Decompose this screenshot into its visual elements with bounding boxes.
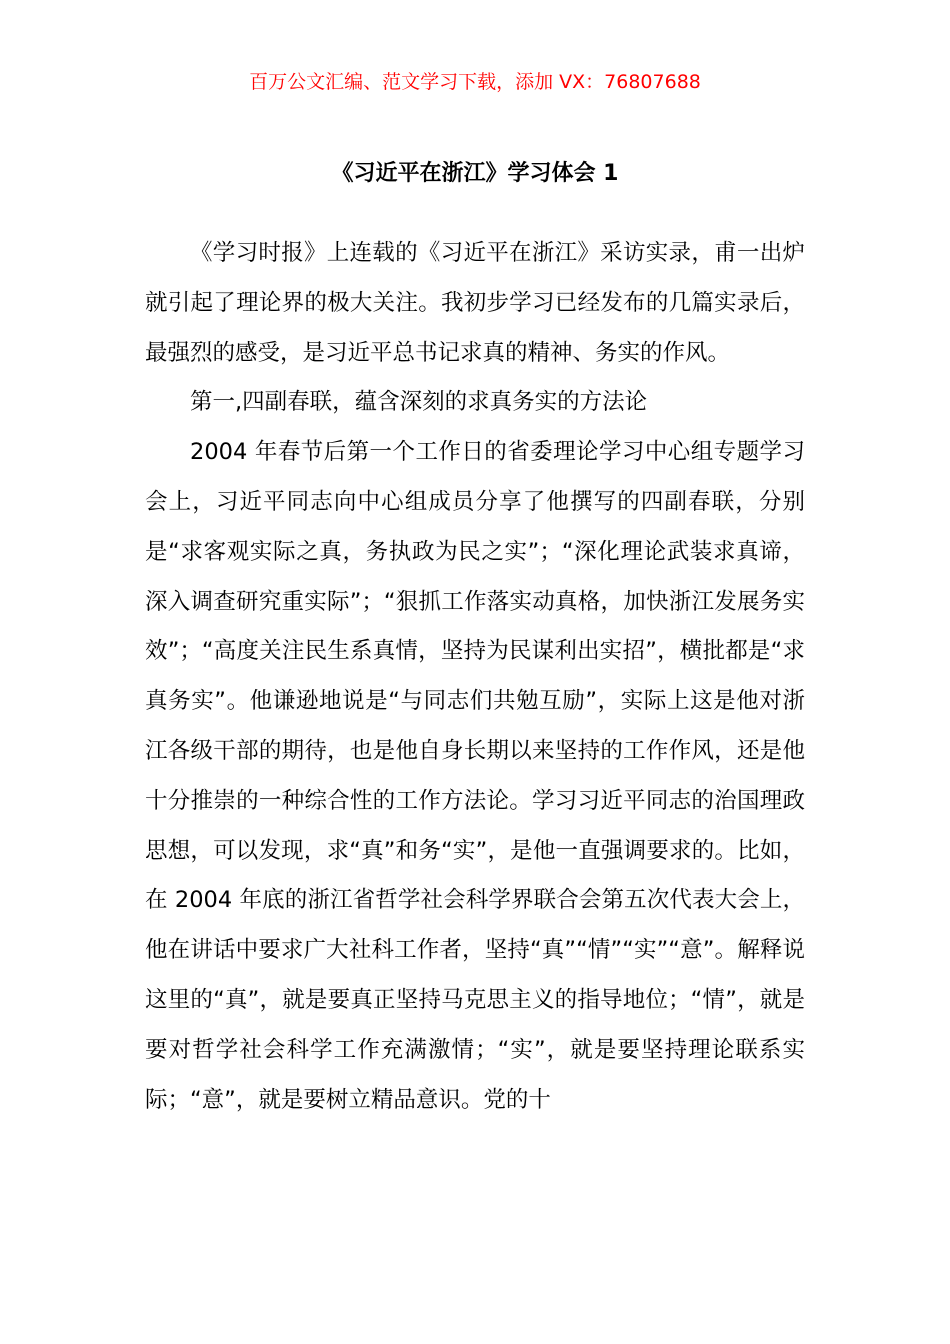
document-body [145,229,805,1125]
document-title: 《习近平在浙江》学习体会 1 [331,161,619,186]
header-note: 百万公文汇编、范文学习下载，添加 VX：76807688 [249,71,701,93]
paragraph-intro: 《学习时报》上连载的《习近平在浙江》采访实录，甫一出炉就引起了理论界的极大关注。我初步学习已经发布的几篇实录后，最强烈的感受，是习近平总书记求真的精神、务实的作风。 [145,240,805,366]
paragraph-body: 2004 年春节后第一个工作日的省委理论学习中心组专题学习会上，习近平同志向中心组成员分享了他撰写的四副春联，分别是“求客观实际之真，务执政为民之实”；“深化理论武装求真谛，深入调查研究重实际”；“狠抓工作落实动真格，加快浙江发展务实效”；“高度关注民生系真情，坚持为民谋利出实招”，横批都是“求真务实”。他谦逊地说是“与同志们共勉互励”，实际上这是他对浙江各级干部的期待，也是他自身长期以来坚持的工作作风，还是他十分推崇的一种综合性的工作方法论。学习习近平同志的治国理政思想，可以发现，求“真”和务“实”，是他一直强调要求的。比如，在 2004 年底的浙江省哲学社会科学界联合会第五次代表大会上，他在讲话中要求广大社科工作者，坚持“真”“情”“实”“意”。解释说这里的“真”，就是要真正坚持马克思主义的指导地位；“情”，就是要对哲学社会科学工作充满激情；“实”，就是要坚持理论联系实际；“意”，就是要树立精品意识。党的十 [145,439,805,1113]
paragraph-section-heading: 第一,四副春联，蕴含深刻的求真务实的方法论 [190,389,648,416]
